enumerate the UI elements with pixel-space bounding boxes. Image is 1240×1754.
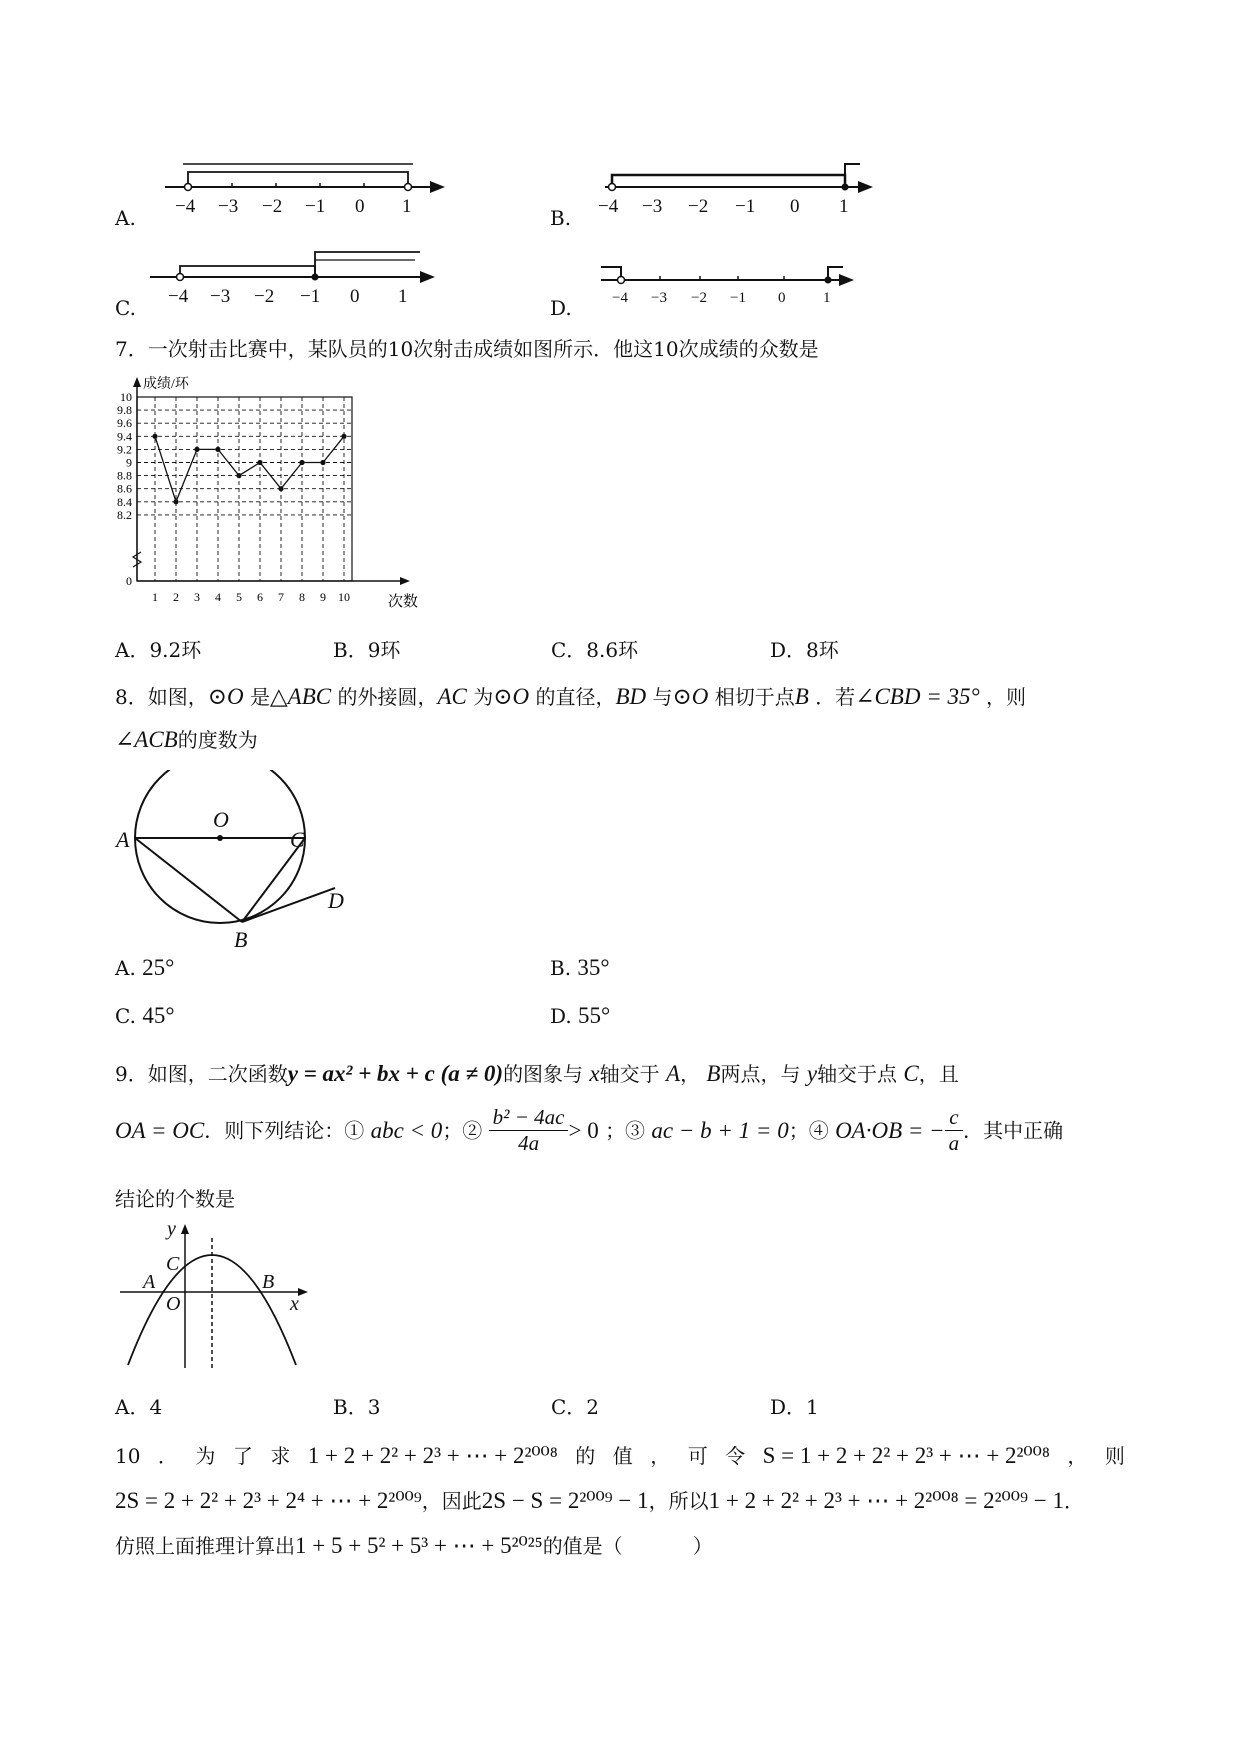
q10-text: 可 (687, 1444, 708, 1468)
q8-text: 8．如图， (115, 685, 208, 709)
q9-text: 轴交于点 (817, 1062, 898, 1086)
q6b-tick-5: 0 (790, 196, 800, 217)
q9-math-b: B (706, 1061, 721, 1086)
q8-text: 是 (249, 685, 270, 709)
q8-math-bd: BD (615, 684, 647, 709)
q7-option-a[interactable]: A．9.2环 (115, 638, 202, 662)
q9-label-x: x (290, 1293, 299, 1315)
q8-stem-line2 (115, 726, 258, 754)
q8-option-d-value: 55° (578, 1003, 611, 1028)
q8-option-a-value: 25° (142, 955, 175, 980)
q8-option-a[interactable] (115, 955, 174, 981)
q7-y-tick-label: 9.6 (117, 416, 132, 431)
q7-data-point (236, 473, 241, 478)
q10-text: ） (692, 1534, 713, 1558)
q7-y-tick-label: 8.2 (117, 507, 132, 522)
q8-math-circle-o: ⊙O (672, 684, 709, 709)
q6-option-b-label[interactable]: B. (550, 206, 572, 230)
q9-label-y: y (167, 1220, 176, 1240)
q8-text: 的直径， (535, 685, 616, 709)
q10-text: 了 (232, 1444, 253, 1468)
q7-x-tick-label: 10 (338, 590, 350, 604)
q9-math-oa-ob: OA·OB = − (835, 1117, 945, 1143)
q7-x-tick-label: 9 (320, 590, 326, 604)
q10-text: 的值是（ (542, 1534, 623, 1558)
q6c-tick-6: 1 (398, 286, 408, 307)
q7-line-chart (110, 375, 440, 615)
q7-data-point (278, 486, 283, 491)
q6a-tick-1: −4 (175, 196, 196, 217)
q9-text: 轴交于 (599, 1062, 660, 1086)
q8-option-a-label: A. (115, 956, 136, 980)
q10-line1 (115, 1442, 1125, 1470)
q8-text: 为 (473, 685, 494, 709)
q6d-tick-1: −4 (612, 290, 628, 306)
q7-data-point (341, 434, 346, 439)
q10-text: 则 (1104, 1444, 1125, 1468)
q10-text: 10 (115, 1444, 141, 1468)
q10-text: 的 (575, 1444, 596, 1468)
q6-option-d-numberline[interactable] (596, 250, 866, 310)
q6b-tick-1: −4 (598, 196, 619, 217)
q6b-tick-6: 1 (839, 196, 849, 217)
q10-math-result: 1 + 2 + 2² + 2³ + ⋯ + 2²⁰⁰⁸ = 2²⁰⁰⁹ − 1 (708, 1488, 1064, 1513)
q10-math-sum-5: 1 + 5 + 5² + 5³ + ⋯ + 5²⁰²⁵ (295, 1533, 543, 1558)
q7-x-tick-label: 6 (257, 590, 263, 604)
q8-math-angle-acb: ∠ACB (115, 727, 178, 752)
q8-option-b-label: B. (550, 956, 572, 980)
q9-math-ac-b: ac − b + 1 = 0 (651, 1117, 789, 1143)
q8-label-b: B (234, 927, 248, 950)
q8-text: 相切于点 (714, 685, 795, 709)
q6c-tick-1: −4 (168, 286, 189, 307)
q6b-tick-4: −1 (735, 196, 756, 217)
q9-math-quadratic: y = ax² + bx + c (a ≠ 0) (287, 1061, 504, 1086)
q6a-tick-5: 0 (355, 196, 365, 217)
q7-stem: 7．一次射击比赛中，某队员的10次射击成绩如图所示．他这10次成绩的众数是 (115, 337, 819, 361)
q6-option-c-label[interactable]: C. (115, 296, 136, 320)
q9-text: 的图象与 (503, 1062, 584, 1086)
q10-line3 (115, 1532, 713, 1560)
q9-option-d[interactable]: D．1 (770, 1395, 819, 1419)
q7-y-tick-label: 8.4 (117, 494, 132, 509)
q8-text: 的度数为 (177, 728, 258, 752)
q8-text: ，则 (986, 685, 1027, 709)
q6d-tick-2: −3 (651, 290, 667, 306)
q7-y-tick-label: 10 (120, 390, 132, 404)
q7-x-tick-label: 4 (215, 590, 221, 604)
q6b-tick-3: −2 (688, 196, 709, 217)
q9-line3: 结论的个数是 (115, 1187, 235, 1211)
q9-label-b: B (262, 1271, 275, 1293)
q10-text: 求 (270, 1444, 291, 1468)
q10-text: ． (157, 1444, 178, 1468)
q6-option-a-numberline[interactable] (150, 150, 450, 220)
q10-text: 为 (195, 1444, 216, 1468)
q8-math-ac: AC (437, 684, 467, 709)
q7-data-point (152, 434, 157, 439)
q9-text: ；② (442, 1118, 483, 1143)
q6c-tick-3: −2 (254, 286, 275, 307)
q9-math-fraction-ca (945, 1105, 964, 1156)
q7-x-tick-label: 5 (236, 590, 242, 604)
q8-label-c: C (290, 827, 305, 852)
q9-text: 两点，与 (720, 1062, 801, 1086)
q8-circle-figure (110, 770, 370, 950)
q8-option-d-label: D. (550, 1004, 572, 1028)
q7-y-tick-label: 9.8 (117, 403, 132, 418)
q10-math-sum-2: 1 + 2 + 2² + 2³ + ⋯ + 2²⁰⁰⁸ (307, 1443, 558, 1468)
q9-math-gt-zero: > 0 (568, 1117, 599, 1143)
q8-math-b: B (794, 684, 809, 709)
q7-option-c[interactable]: C．8.6环 (551, 638, 639, 662)
q9-math-c: C (903, 1061, 919, 1086)
q7-x-tick-label: 2 (173, 590, 179, 604)
q10-text: ，因此 (421, 1489, 482, 1513)
q6c-tick-2: −3 (210, 286, 231, 307)
q6c-tick-4: −1 (300, 286, 321, 307)
q6d-tick-4: −1 (730, 290, 746, 306)
q7-y-tick-label: 8.8 (117, 468, 132, 483)
q6-option-c-numberline[interactable] (150, 240, 450, 310)
q10-text: 仿照上面推理计算出 (115, 1534, 295, 1558)
q9-frac-den: 4a (518, 1131, 540, 1156)
q9-text: ，且 (918, 1062, 959, 1086)
q9-label-a: A (143, 1271, 156, 1293)
q6d-tick-5: 0 (778, 290, 786, 306)
q10-line2 (115, 1487, 1084, 1515)
q10-text: ． (1063, 1489, 1084, 1513)
q7-x-label: 次数 (388, 594, 419, 610)
q8-math-circle-o: ⊙O (207, 684, 244, 709)
q6a-tick-6: 1 (402, 196, 412, 217)
q8-label-d: D (328, 888, 344, 913)
q8-math-triangle: △ABC (269, 684, 332, 709)
q9-text: ；③ (605, 1118, 646, 1143)
q7-data-point (320, 460, 325, 465)
q6d-tick-6: 1 (823, 290, 831, 306)
q7-y-tick-label: 9.4 (117, 429, 132, 444)
q6-option-a-label[interactable]: A. (115, 206, 136, 230)
q7-data-point (215, 447, 220, 452)
q6c-tick-5: 0 (350, 286, 360, 307)
q6d-tick-3: −2 (691, 290, 707, 306)
q6a-tick-2: −3 (218, 196, 239, 217)
q9-math-fraction-discriminant (489, 1105, 569, 1156)
q9-frac-c: c (945, 1105, 964, 1131)
q7-data-point (299, 460, 304, 465)
q7-option-b[interactable]: B．9环 (333, 638, 401, 662)
q8-label-o: O (213, 807, 229, 832)
q9-math-oa-oc: OA = OC (115, 1117, 205, 1143)
q8-option-c[interactable] (115, 1003, 175, 1029)
q10-text: 值 (612, 1444, 633, 1468)
q8-stem-line1 (115, 683, 1026, 711)
q7-data-point (173, 499, 178, 504)
q7-x-tick-label: 8 (299, 590, 305, 604)
q9-math-a: A (666, 1061, 681, 1086)
q9-math-abc: abc < 0 (370, 1117, 443, 1143)
q8-option-b-value: 35° (577, 955, 610, 980)
q7-y-tick-label: 9.2 (117, 442, 132, 457)
q9-option-a[interactable]: A．4 (115, 1395, 163, 1419)
q7-x-tick-label: 3 (194, 590, 200, 604)
q9-math-x: x (589, 1061, 600, 1086)
q10-math-s-def: S = 1 + 2 + 2² + 2³ + ⋯ + 2²⁰⁰⁸ (762, 1443, 1050, 1468)
q7-x-tick-label: 7 (278, 590, 284, 604)
q6a-tick-4: −1 (305, 196, 326, 217)
q7-option-d[interactable]: D．8环 (770, 638, 839, 662)
q8-option-b[interactable] (550, 955, 610, 981)
q7-x-tick-label: 1 (152, 590, 158, 604)
q9-parabola-figure (110, 1220, 320, 1380)
q9-frac-num: b² − 4ac (489, 1105, 569, 1131)
q9-text: ．则下列结论：① (204, 1118, 365, 1143)
q9-line1 (115, 1060, 959, 1088)
q9-option-c[interactable]: C．2 (551, 1395, 600, 1419)
q7-y-tick-label: 8.6 (117, 481, 132, 496)
q9-option-b[interactable]: B．3 (333, 1395, 381, 1419)
q7-series-line (155, 436, 344, 502)
q8-option-c-label: C. (115, 1004, 136, 1028)
q7-y-tick-label: 0 (126, 574, 132, 588)
q9-label-o: O (166, 1293, 181, 1315)
q8-math-circle-o: ⊙O (493, 684, 530, 709)
q9-line2 (115, 1105, 1063, 1156)
q6-option-d-label[interactable]: D. (550, 296, 572, 320)
q6a-tick-3: −2 (262, 196, 283, 217)
q6-option-b-numberline[interactable] (590, 150, 880, 220)
q8-text: 与 (652, 685, 673, 709)
q9-math-y: y (806, 1061, 818, 1086)
q7-data-point (257, 460, 262, 465)
q7-data-point (194, 447, 199, 452)
q8-text: 的外接圆， (337, 685, 438, 709)
q9-frac-a: a (948, 1131, 960, 1156)
q9-text: ， (680, 1062, 701, 1086)
q9-text: 9．如图，二次函数 (115, 1062, 288, 1086)
q10-text: 令 (725, 1444, 746, 1468)
q7-y-tick-label: 9 (126, 455, 132, 470)
q8-math-angle-cbd: ∠CBD = 35° (855, 684, 980, 709)
q8-label-a: A (116, 827, 130, 852)
q8-option-c-value: 45° (142, 1003, 175, 1028)
q10-text: ， (1067, 1444, 1088, 1468)
q6b-tick-2: −3 (642, 196, 663, 217)
q10-text: ， (650, 1444, 671, 1468)
q9-text: ．其中正确 (963, 1118, 1064, 1143)
q10-math-2s-minus-s: 2S − S = 2²⁰⁰⁹ − 1 (481, 1488, 649, 1513)
q8-option-d[interactable] (550, 1003, 610, 1029)
q9-text: ；④ (788, 1118, 829, 1143)
q8-text: ．若 (815, 685, 856, 709)
q7-y-label: 成绩/环 (143, 377, 189, 392)
q9-label-c: C (166, 1253, 180, 1275)
q10-text: ，所以 (648, 1489, 709, 1513)
q10-math-2s: 2S = 2 + 2² + 2³ + 2⁴ + ⋯ + 2²⁰⁰⁹ (115, 1488, 422, 1513)
